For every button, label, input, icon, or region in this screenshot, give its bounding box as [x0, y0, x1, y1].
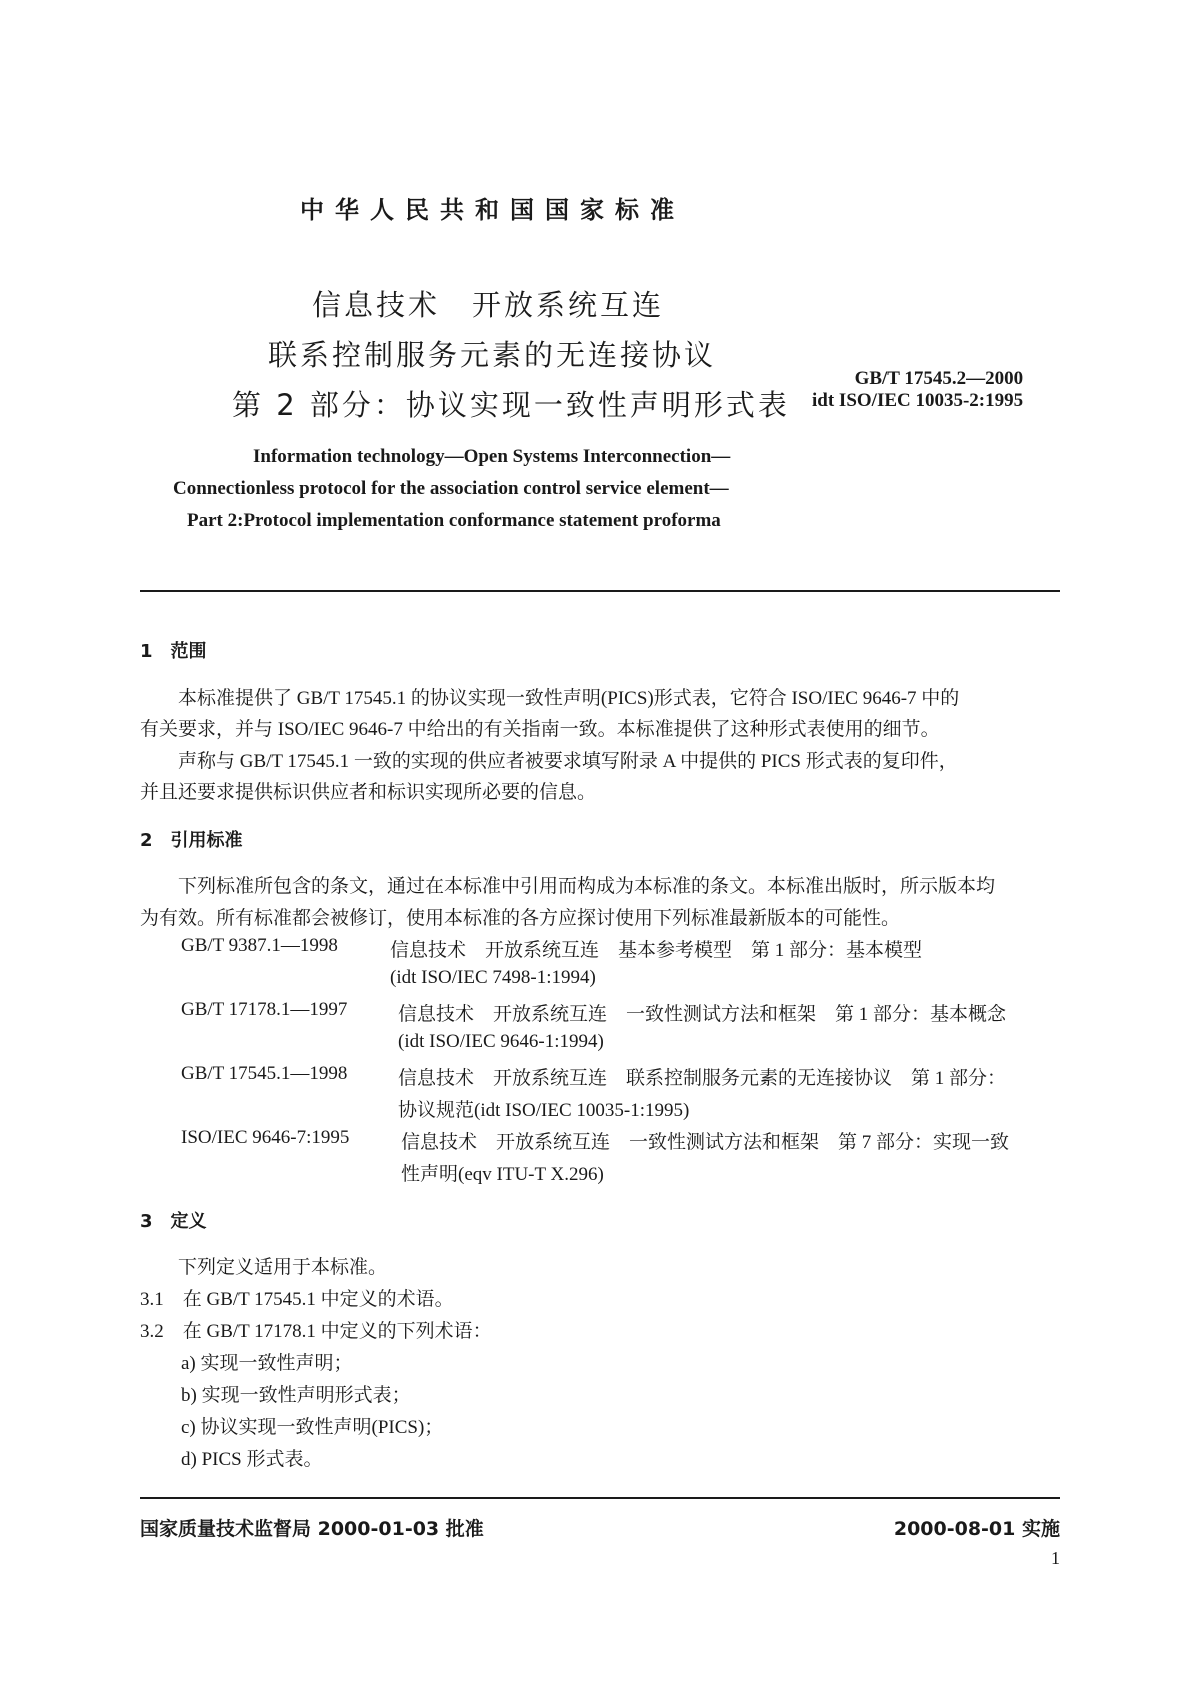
section-2-heading: 2 引用标准 [140, 830, 243, 851]
definition-item: d) PICS 形式表。 [181, 1449, 323, 1470]
footer-divider [140, 1497, 1060, 1499]
reference-title: 信息技术 开放系统互连 一致性测试方法和框架 第 1 部分：基本概念 [398, 1004, 1007, 1025]
page-number: 1 [1051, 1548, 1060, 1568]
section-2-paragraph-line-1: 下列标准所包含的条文，通过在本标准中引用而构成为本标准的条文。本标准出版时，所示版本均 [140, 876, 996, 897]
reference-title-cont: (idt ISO/IEC 7498-1:1994) [390, 967, 596, 988]
standard-equivalence: idt ISO/IEC 10035-2:1995 [812, 390, 1024, 411]
reference-title: 信息技术 开放系统互连 一致性测试方法和框架 第 7 部分：实现一致 [401, 1132, 1010, 1153]
section-3-intro: 下列定义适用于本标准。 [140, 1257, 388, 1278]
standard-number: GB/T 17545.2—2000 [854, 368, 1024, 389]
reference-title: 信息技术 开放系统互连 联系控制服务元素的无连接协议 第 1 部分： [398, 1068, 1007, 1089]
effective-date: 2000-08-01 实施 [893, 1518, 1060, 1540]
definition-item: b) 实现一致性声明形式表； [181, 1385, 411, 1406]
section-1-paragraph-1-line-2: 有关要求，并与 ISO/IEC 9646-7 中给出的有关指南一致。本标准提供了这种形式表使用的细节。 [140, 719, 940, 740]
reference-title-cont: 协议规范(idt ISO/IEC 10035-1:1995) [398, 1100, 690, 1121]
definition-item: c) 协议实现一致性声明(PICS)； [181, 1417, 444, 1438]
title-en-line-3: Part 2:Protocol implementation conformance statement proforma [187, 510, 721, 531]
section-1-paragraph-1-line-1: 本标准提供了 GB/T 17545.1 的协议实现一致性声明(PICS)形式表，它符合 ISO/IEC 9646-7 中的 [140, 688, 960, 709]
section-1-heading: 1 范围 [140, 641, 207, 662]
approval-date: 国家质量技术监督局 2000-01-03 批准 [140, 1518, 484, 1540]
definition-3-1: 3.1 在 GB/T 17545.1 中定义的术语。 [140, 1289, 454, 1310]
reference-code: GB/T 9387.1—1998 [181, 935, 338, 956]
country-standard-label: 中华人民共和国国家标准 [300, 196, 685, 224]
title-zh-line-2: 联系控制服务元素的无连接协议 [268, 338, 717, 372]
section-1-paragraph-2-line-1: 声称与 GB/T 17545.1 一致的实现的供应者被要求填写附录 A 中提供的 PICS 形式表的复印件， [140, 751, 958, 772]
standard-code-block [812, 368, 1023, 412]
reference-title-cont: (idt ISO/IEC 9646-1:1994) [398, 1031, 604, 1052]
reference-title: 信息技术 开放系统互连 基本参考模型 第 1 部分：基本模型 [390, 940, 923, 961]
title-en-line-1: Information technology—Open Systems Interconnection— [253, 446, 731, 467]
reference-code: ISO/IEC 9646-7:1995 [181, 1127, 350, 1148]
section-1-paragraph-2-line-2: 并且还要求提供标识供应者和标识实现所必要的信息。 [140, 782, 597, 803]
title-en-line-2: Connectionless protocol for the association control service element— [173, 478, 729, 499]
title-zh-line-1: 信息技术 开放系统互连 [312, 288, 665, 322]
reference-title-cont: 性声明(eqv ITU-T X.296) [401, 1164, 604, 1185]
reference-code: GB/T 17178.1—1997 [181, 999, 348, 1020]
definition-item: a) 实现一致性声明； [181, 1353, 353, 1374]
header-divider [140, 590, 1060, 592]
definition-3-2: 3.2 在 GB/T 17178.1 中定义的下列术语： [140, 1321, 492, 1342]
title-zh-line-3: 第 2 部分：协议实现一致性声明形式表 [232, 388, 790, 422]
section-2-paragraph-line-2: 为有效。所有标准都会被修订，使用本标准的各方应探讨使用下列标准最新版本的可能性。 [140, 908, 901, 929]
reference-code: GB/T 17545.1—1998 [181, 1063, 348, 1084]
section-3-heading: 3 定义 [140, 1211, 207, 1232]
